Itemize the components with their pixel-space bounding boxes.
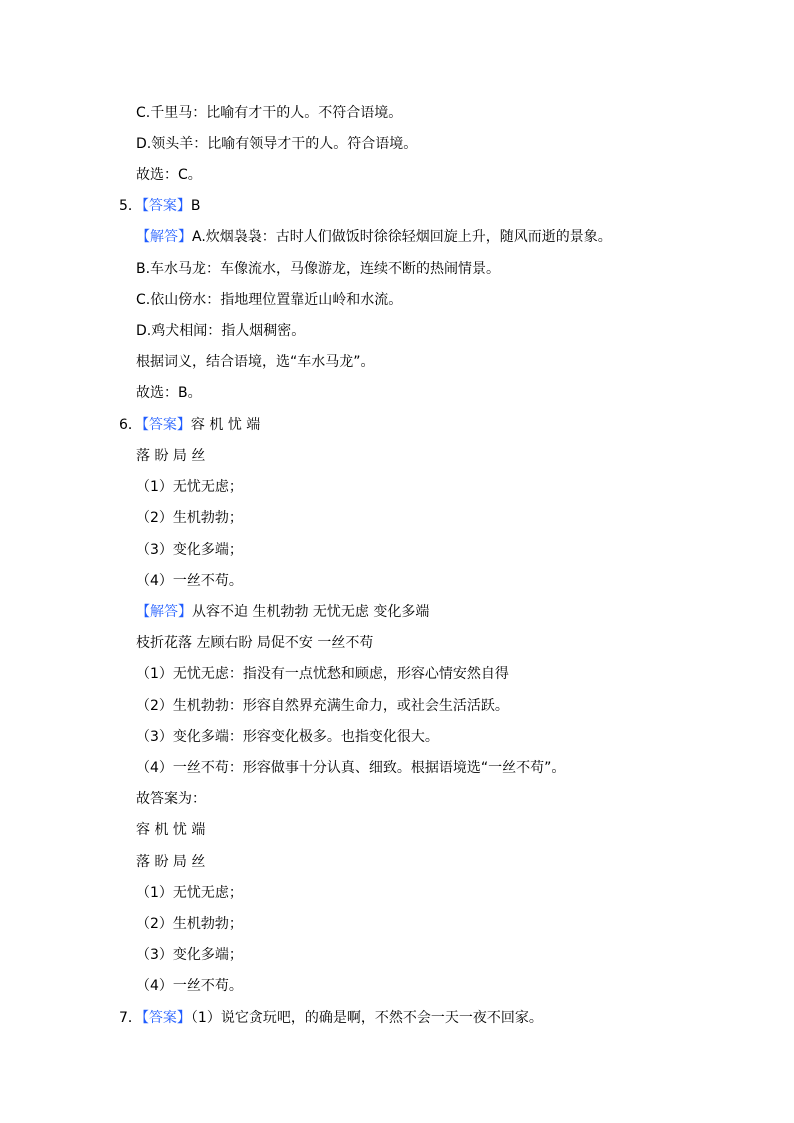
q6-number: 6．: [119, 417, 142, 433]
q6-explain-3: （3）变化多端：形容变化极多。也指变化很大。: [136, 729, 439, 745]
q6-answer-row2: 落 盼 局 丝: [136, 448, 206, 464]
q6-explain-tag: 【解答】: [136, 604, 192, 620]
q5-answer-line: [119, 197, 201, 215]
q6-result-3: （1）无忧无虑；: [136, 885, 243, 901]
option-c-line: C.千里马：比喻有才干的人。不符合语境。: [136, 105, 403, 121]
q5-explain-a: [136, 228, 612, 246]
option-d-line: D.领头羊：比喻有领导才干的人。符合语境。: [136, 136, 418, 152]
q5-choice: 故选：B。: [136, 385, 202, 401]
q6-explain-2: （2）生机勃勃：形容自然界充满生命力，或社会生活活跃。: [136, 698, 509, 714]
q5-explain-c: C.依山傍水：指地理位置靠近山岭和水流。: [136, 292, 403, 308]
q5-explain-tag: 【解答】: [136, 229, 192, 245]
q6-result-2: 落 盼 局 丝: [136, 854, 206, 870]
q5-explain-e: 根据词义，结合语境，选“车水马龙”。: [136, 354, 375, 370]
q5-explain-a-text: A.炊烟袅袅：古时人们做饭时徐徐轻烟回旋上升，随风而逝的景象。: [192, 229, 612, 245]
q7-answer-value: （1）说它贪玩吧，的确是啊，不然不会一天一夜不回家。: [190, 1010, 543, 1026]
q5-explain-d: D.鸡犬相闻：指人烟稠密。: [136, 323, 306, 339]
q7-answer-line: [119, 1009, 543, 1027]
q6-result-4: （2）生机勃勃；: [136, 916, 243, 932]
q6-explain-row2: 枝折花落 左顾右盼 局促不安 一丝不苟: [136, 635, 374, 651]
q6-result-1: 容 机 忧 端: [136, 822, 206, 838]
q6-result-heading: 故答案为：: [136, 791, 206, 807]
q6-explain-1: （1）无忧无虑：指没有一点忧愁和顾虑，形容心情安然自得: [136, 666, 509, 682]
q5-number: 5．: [119, 198, 142, 214]
q5-answer-tag: 【答案】: [141, 198, 191, 214]
q6-explain-line: [136, 603, 429, 621]
q6-answer-4: （4）一丝不苟。: [136, 573, 243, 589]
q6-explain-4: （4）一丝不苟：形容做事十分认真、细致。根据语境选“一丝不苟”。: [136, 760, 566, 776]
q6-answer-line: [119, 416, 260, 434]
q6-answer-3: （3）变化多端；: [136, 542, 243, 558]
q5-answer-value: B: [190, 198, 201, 214]
q6-explain-text: 从容不迫 生机勃勃 无忧无虑 变化多端: [192, 604, 430, 620]
q5-explain-b: B.车水马龙：车像流水，马像游龙，连续不断的热闹情景。: [136, 261, 501, 277]
q7-number: 7．: [119, 1010, 142, 1026]
choice-line: 故选：C。: [136, 167, 202, 183]
q6-result-5: （3）变化多端；: [136, 947, 243, 963]
q6-answer-1: （1）无忧无虑；: [136, 479, 243, 495]
q6-answer-tag: 【答案】: [141, 417, 191, 433]
q6-result-6: （4）一丝不苟。: [136, 978, 243, 994]
q6-answer-value: 容 机 忧 端: [190, 417, 261, 433]
q7-answer-tag: 【答案】: [141, 1010, 191, 1026]
q6-answer-2: （2）生机勃勃；: [136, 510, 243, 526]
